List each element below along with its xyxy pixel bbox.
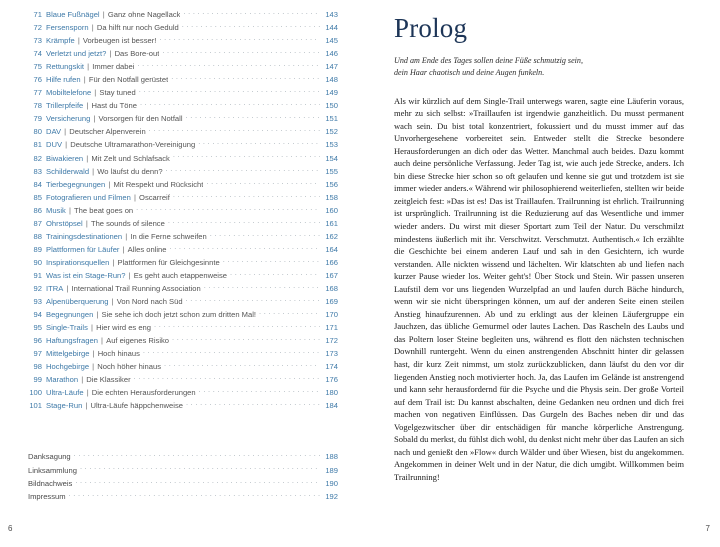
toc-leader-dots: [139, 86, 320, 95]
toc-entry-title: Impressum: [28, 491, 66, 501]
toc-entry-page-number: 149: [325, 88, 338, 98]
toc-entry-number: 97: [33, 349, 42, 359]
toc-leader-dots: [162, 47, 320, 56]
toc-entry-page-number: 154: [325, 153, 338, 163]
toc-entry[interactable]: [28, 269, 338, 282]
toc-entry-title: Linksammlung: [28, 465, 77, 475]
toc-entry-title: DUV | Deutsche Ultramarathon-Vereinigung: [46, 140, 196, 150]
toc-entry[interactable]: [28, 112, 338, 125]
toc-entry[interactable]: [28, 125, 338, 138]
toc-entry-page-number: 160: [325, 205, 338, 215]
toc-entry-page-number: 180: [325, 388, 338, 398]
toc-entry[interactable]: [28, 477, 338, 490]
page-number-right: 7: [705, 524, 710, 533]
toc-leader-dots: [140, 99, 320, 108]
toc-entry-page-number: 164: [325, 244, 338, 254]
toc-entry-number: 98: [33, 362, 42, 372]
toc-entry[interactable]: [28, 73, 338, 86]
toc-entry[interactable]: [28, 34, 338, 47]
toc-entry[interactable]: [28, 178, 338, 191]
toc-leader-dots: [149, 125, 320, 134]
toc-entry-page-number: 158: [325, 192, 338, 202]
toc-entry-title: ITRA | International Trail Running Association: [46, 283, 201, 293]
toc-entry-number: 81: [33, 140, 42, 150]
toc-entry-title: Hilfe rufen | Für den Notfall gerüstet: [46, 75, 169, 85]
toc-entry-page-number: 168: [325, 283, 338, 293]
toc-entry-page-number: 174: [325, 362, 338, 372]
toc-entry-number: 85: [33, 192, 42, 202]
toc-leader-dots: [134, 373, 320, 382]
toc-entry-title: Single-Trails | Hier wird es eng: [46, 323, 151, 333]
toc-entry-title: Biwakieren | Mit Zelt und Schlafsack: [46, 153, 170, 163]
toc-entry-number: 79: [33, 114, 42, 124]
toc-entry-page-number: 189: [325, 465, 338, 475]
toc-leader-dots: [159, 34, 320, 43]
toc-entry-title: Mittelgebirge | Hoch hinaus: [46, 349, 140, 359]
toc-leader-dots: [210, 230, 320, 239]
toc-entry-title: Mobiltelefone | Stay tuned: [46, 88, 136, 98]
toc-entry-title: Bildnachweis: [28, 478, 73, 488]
toc-entry-title: Verletzt und jetzt? | Das Bore-out: [46, 49, 160, 59]
toc-leader-dots: [143, 347, 320, 356]
backmatter-entry-list: [28, 450, 338, 502]
toc-leader-dots: [154, 321, 320, 330]
toc-entry-number: 96: [33, 336, 42, 346]
toc-entry-page-number: 188: [325, 452, 338, 462]
toc-entry-number: 73: [33, 36, 42, 46]
toc-entry-number: 94: [33, 310, 42, 320]
toc-entry-page-number: 161: [325, 218, 338, 228]
toc-entry-page-number: 173: [325, 349, 338, 359]
toc-entry-page-number: 148: [325, 75, 338, 85]
toc-entry[interactable]: [28, 86, 338, 99]
toc-entry-page-number: 150: [325, 101, 338, 111]
page-number-left: 6: [8, 524, 13, 533]
toc-entry-page-number: 167: [325, 270, 338, 280]
toc-leader-dots: [170, 243, 321, 252]
toc-entry-page-number: 146: [325, 49, 338, 59]
toc-leader-dots: [186, 112, 320, 121]
toc-entry-title: Begegnungen | Sie sehe ich doch jetzt schon zum dritten Mal!: [46, 310, 256, 320]
toc-entry-title: Musik | The beat goes on: [46, 205, 134, 215]
toc-entry-title: Fotografieren und Filmen | Oscarreif: [46, 192, 170, 202]
toc-leader-dots: [259, 308, 320, 317]
toc-entry-page-number: 166: [325, 257, 338, 267]
toc-entry-number: 93: [33, 297, 42, 307]
toc-entry-page-number: 155: [325, 166, 338, 176]
toc-entry-page-number: 190: [325, 478, 338, 488]
toc-entry[interactable]: [28, 334, 338, 347]
toc-entry[interactable]: [28, 8, 338, 21]
toc-entry-title: Was ist ein Stage-Run? | Es geht auch etappenweise: [46, 270, 228, 280]
toc-entry-title: Danksagung: [28, 452, 71, 462]
toc-entry-number: 99: [33, 375, 42, 385]
toc-entry-title: Plattformen für Läufer | Alles online: [46, 244, 167, 254]
toc-entry-number: 77: [33, 88, 42, 98]
toc-entry-page-number: 170: [325, 310, 338, 320]
toc-entry-title: Haftungsfragen | Auf eigenes Risiko: [46, 336, 170, 346]
epigraph-line-1: Und am Ende des Tages sollen deine Füße schmutzig sein,: [394, 56, 583, 66]
toc-entry-title: Ultra-Läufe | Die echten Herausforderungen: [46, 388, 196, 398]
toc-entry[interactable]: [28, 308, 338, 321]
toc-entry[interactable]: [28, 217, 338, 230]
toc-entry[interactable]: [28, 243, 338, 256]
toc-entry-title: Stage-Run | Ultra-Läufe häppchenweise: [46, 401, 183, 411]
toc-entry[interactable]: [28, 99, 338, 112]
toc-entry-number: 72: [33, 23, 42, 33]
epigraph-line-2: dein Haar chaotisch und deine Augen funkeln.: [394, 67, 545, 77]
toc-entry-page-number: 147: [325, 62, 338, 72]
toc-leader-dots: [164, 360, 320, 369]
toc-entry-number: 83: [33, 166, 42, 176]
toc-entry-page-number: 169: [325, 297, 338, 307]
toc-leader-dots: [80, 464, 320, 473]
toc-leader-dots: [74, 450, 320, 459]
toc-entry-title: Marathon | Die Klassiker: [46, 375, 131, 385]
toc-leader-dots: [171, 73, 320, 82]
toc-entry[interactable]: [28, 282, 338, 295]
toc-entry[interactable]: [28, 399, 338, 412]
toc-entry[interactable]: [28, 295, 338, 308]
toc-entry-number: 95: [33, 323, 42, 333]
toc-entry-number: 74: [33, 49, 42, 59]
toc-entry-page-number: 162: [325, 231, 338, 241]
toc-entry-title: Hochgebirge | Noch höher hinaus: [46, 362, 162, 372]
toc-leader-dots: [173, 191, 320, 200]
toc-entry-title: Trainingsdestinationen | In die Ferne schweifen: [46, 231, 207, 241]
toc-entry-title: Versicherung | Vorsorgen für den Notfall: [46, 114, 183, 124]
toc-entry-number: 75: [33, 62, 42, 72]
toc-entry-number: 78: [33, 101, 42, 111]
toc-entry-title: Krämpfe | Vorbeugen ist besser!: [46, 36, 157, 46]
toc-entry-title: Schilderwald | Wo läufst du denn?: [46, 166, 163, 176]
toc-entry[interactable]: [28, 60, 338, 73]
toc-entry-number: 91: [33, 270, 42, 280]
toc-entry[interactable]: [28, 386, 338, 399]
toc-entry-page-number: 145: [325, 36, 338, 46]
toc-entry-page-number: 184: [325, 401, 338, 411]
right-page-prolog: [360, 0, 720, 547]
toc-entry[interactable]: [28, 230, 338, 243]
toc-entry-page-number: 176: [325, 375, 338, 385]
toc-entry-number: 71: [33, 10, 42, 19]
toc-entry-title: Inspirationsquellen | Plattformen für Gleichgesinnte: [46, 257, 220, 267]
toc-entry-page-number: 143: [325, 10, 338, 19]
toc-entry[interactable]: [28, 373, 338, 386]
toc-leader-dots: [230, 269, 320, 278]
toc-leader-dots: [69, 490, 320, 499]
toc-entry-page-number: 171: [325, 323, 338, 333]
epigraph: [394, 55, 684, 78]
toc-entry-page-number: 172: [325, 336, 338, 346]
toc-entry-title: Rettungskit | Immer dabei: [46, 62, 135, 72]
toc-leader-dots: [186, 399, 320, 408]
toc-entry-number: 88: [33, 231, 42, 241]
toc-entry-page-number: 144: [325, 23, 338, 33]
toc-entry[interactable]: [28, 152, 338, 165]
toc-entry-number: 80: [33, 127, 42, 137]
toc-entry-number: 87: [33, 218, 42, 228]
toc-leader-dots: [206, 178, 320, 187]
toc-leader-dots: [186, 295, 320, 304]
toc-leader-dots: [136, 204, 320, 213]
toc-leader-dots: [204, 282, 320, 291]
toc-entry-number: 101: [29, 401, 42, 411]
toc-leader-dots: [172, 334, 320, 343]
toc-leader-dots: [166, 165, 320, 174]
toc-entry-page-number: 151: [325, 114, 338, 124]
toc-leader-dots: [199, 386, 320, 395]
toc-entry-number: 86: [33, 205, 42, 215]
toc-entry[interactable]: [28, 138, 338, 151]
toc-entry[interactable]: [28, 21, 338, 34]
toc-leader-dots: [183, 8, 320, 17]
toc-entry[interactable]: [28, 490, 338, 503]
toc-leader-dots: [182, 21, 320, 30]
toc-entry-number: 89: [33, 244, 42, 254]
toc-entry-number: 90: [33, 257, 42, 267]
toc-entry-list: [28, 8, 338, 412]
toc-entry[interactable]: [28, 204, 338, 217]
toc-entry-page-number: 156: [325, 179, 338, 189]
toc-entry-page-number: 152: [325, 127, 338, 137]
toc-entry-number: 92: [33, 283, 42, 293]
toc-entry-title: Tierbegegnungen | Mit Respekt und Rücksicht: [46, 179, 204, 189]
toc-entry[interactable]: [28, 256, 338, 269]
toc-entry-number: 82: [33, 153, 42, 163]
toc-entry[interactable]: [28, 191, 338, 204]
toc-entry[interactable]: [28, 165, 338, 178]
toc-entry[interactable]: [28, 360, 338, 373]
toc-entry-page-number: 153: [325, 140, 338, 150]
prolog-body-text: Als wir kürzlich auf dem Single-Trail unterwegs waren, sagte eine Läuferin voraus, mehr zu sich selbst: »Traillaufen ist irgendwie ganzheitlich. Du musst permanent wach sein. Du bist total konzentriert, fokussiert und du musst immer auf das Unvorhergesehene vorbereitet sein. Entweder stellt die Strecke besondere Herausforderungen an dich oder das Wetter. Manchmal auch beides. Dazu kommt auch deine persönliche Verfassung. Jeder Tag ist, wie auch jede Strecke, anders. Ich bin diese Strecke hier schon so oft gelaufen und kenne sie gut und trotzdem ist sie immer wieder anders.« Während wir philosophierend weiterliefen, stellten wir beide zeitgleich fest: »Das ist es! Das ist Traillaufen. Trailrunning ist ehrlich. Trailrunning ist ursprünglich. Trailrunning ist die Reduzierung auf das Wesentliche und immer wieder anders. Du wirst mit dieser Sportart zum Teil der Natur. Du verschmilzt mindestens äußerlich mit ihr. Verschwitzt. Verschmutzt. Authentisch.« Ich erzählte die Geschichte bei einem anderen Lauf und sah in den Gesichtern, ich wurde verstanden. Alle nickten wissend und lächelten. Wir klatschten ab und liefen nach kurzer Pause wieder los. Weiter geht's! Über Stock und Stein. Wir passen unseren Laufstil dem vor uns liegenden Wurzelpfad an und laufen durch Bäche hindurch, wenn wir sie nicht überspringen können, um auf der anderen Seite einen steilen Anstieg hinaufzurennen. Ab und zu erklingt aus der kleinen Läufergruppe ein Jauchzen, das übliche Gemurmel oder lautes Lachen. Das Rascheln des Laubs und das Poltern loser Steine begleiten uns, während es flott den nächsten technischen Downhill runtergeht. Wenn du einen anstrengenden Abschnitt hinter dir gelassen hast, dir kurz Zeit nimmst, um stolz zurückzublicken, dann läufst du den vor dir liegenden Anstieg noch motivierter hoch. Ja, das Laufen im Gelände ist anstrengend und kann sehr herausfordernd für die Psyche und die Physis sein. Der große Vorteil auf dem Trail ist: Du kannst abschalten, deine Gedanken neu ordnen und dich frei machen von negativen Einflüssen. Das Gurgeln des Baches neben dir und das Vogelgezwitscher über dir entschädigen für manche körperliche Anstrengung. Sobald du merkst, du fühlst dich wohl, du denkst nicht mehr über das Laufen an sich nach und genießt den »Flow« durch Wälder und über Wiesen, bist du angekommen. Angekommen in deiner Welt und in der Natur, die dich umgibt. Willkommen beim Trailrunning!: [394, 95, 684, 482]
toc-entry-title: Fersensporn | Da hilft nur noch Geduld: [46, 23, 179, 33]
toc-leader-dots: [137, 60, 320, 69]
toc-entry-title: DAV | Deutscher Alpenverein: [46, 127, 146, 137]
toc-entry-title: Alpenüberquerung | Von Nord nach Süd: [46, 297, 183, 307]
toc-entry[interactable]: [28, 321, 338, 334]
toc-leader-dots: [198, 138, 320, 147]
toc-entry[interactable]: [28, 47, 338, 60]
toc-entry[interactable]: [28, 450, 338, 463]
toc-entry-title: Blaue Fußnägel | Ganz ohne Nagellack: [46, 10, 181, 19]
toc-entry-number: 84: [33, 179, 42, 189]
toc-leader-dots: [223, 256, 320, 265]
toc-leader-dots: [168, 217, 320, 226]
toc-entry-number: 76: [33, 75, 42, 85]
toc-entry-title: Trillerpfeife | Hast du Töne: [46, 101, 137, 111]
toc-entry-title: Ohrstöpsel | The sounds of silence: [46, 218, 165, 228]
toc-entry-number: 100: [29, 388, 42, 398]
toc-leader-dots: [75, 477, 320, 486]
toc-entry[interactable]: [28, 347, 338, 360]
toc-entry-page-number: 192: [325, 491, 338, 501]
page-title: Prolog: [394, 13, 468, 43]
toc-leader-dots: [173, 152, 320, 161]
toc-entry[interactable]: [28, 464, 338, 477]
